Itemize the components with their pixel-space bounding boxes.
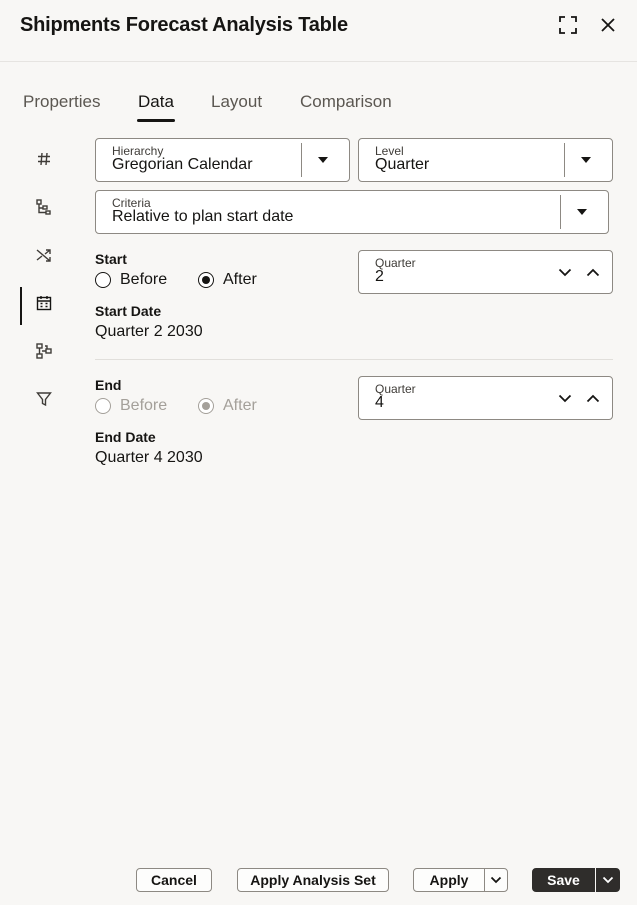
start-label: Start <box>95 251 127 267</box>
end-after-radio <box>198 397 257 415</box>
apply-button[interactable]: Apply <box>413 868 485 892</box>
shuffle-icon[interactable] <box>32 243 56 267</box>
start-quarter-input[interactable] <box>358 250 613 294</box>
side-nav-active-indicator <box>20 287 22 325</box>
start-before-label: Before <box>120 271 168 288</box>
chevron-up-icon[interactable] <box>583 264 603 280</box>
tab-bar <box>0 86 637 122</box>
end-quarter-label: Quarter <box>375 382 416 396</box>
end-date-value: Quarter 4 2030 <box>95 449 203 466</box>
select-divider <box>301 143 302 177</box>
level-select[interactable] <box>358 138 613 182</box>
radio-circle <box>198 272 214 288</box>
chevron-down-icon <box>602 876 614 884</box>
radio-selected-dot <box>202 276 210 284</box>
close-icon[interactable] <box>597 14 619 36</box>
chevron-up-icon[interactable] <box>583 390 603 406</box>
hierarchy-value: Gregorian Calendar <box>112 156 253 173</box>
caret-down-icon[interactable] <box>573 205 591 219</box>
hierarchy-icon[interactable] <box>32 195 56 219</box>
save-button[interactable]: Save <box>532 868 595 892</box>
end-before-label: Before <box>120 397 168 414</box>
start-before-radio[interactable] <box>95 271 167 289</box>
criteria-value: Relative to plan start date <box>112 208 294 225</box>
dialog-header <box>0 0 637 62</box>
chevron-down-icon[interactable] <box>555 264 575 280</box>
tab-layout[interactable]: Layout <box>211 92 263 111</box>
level-label: Level <box>375 144 404 158</box>
caret-down-icon[interactable] <box>577 153 595 167</box>
start-after-radio[interactable] <box>198 271 257 289</box>
tab-properties[interactable]: Properties <box>23 92 101 111</box>
end-date-label: End Date <box>95 429 156 445</box>
expand-icon[interactable] <box>557 14 579 36</box>
section-divider <box>95 359 613 360</box>
radio-circle <box>95 398 111 414</box>
tab-comparison[interactable]: Comparison <box>300 92 392 111</box>
start-date-value: Quarter 2 2030 <box>95 323 203 340</box>
dialog-title: Shipments Forecast Analysis Table <box>20 14 348 36</box>
end-label: End <box>95 377 122 393</box>
end-before-radio <box>95 397 167 415</box>
end-quarter-value: 4 <box>375 394 384 411</box>
calendar-icon[interactable] <box>32 291 56 315</box>
criteria-label: Criteria <box>112 196 151 210</box>
tab-data[interactable]: Data <box>138 92 174 111</box>
criteria-select[interactable] <box>95 190 609 234</box>
caret-down-icon[interactable] <box>314 153 332 167</box>
cancel-button[interactable]: Cancel <box>136 868 212 892</box>
chevron-down-icon <box>490 876 502 884</box>
level-value: Quarter <box>375 156 430 173</box>
start-date-label: Start Date <box>95 303 162 319</box>
radio-circle <box>198 398 214 414</box>
radio-circle <box>95 272 111 288</box>
start-after-label: After <box>223 271 257 288</box>
apply-analysis-set-button[interactable]: Apply Analysis Set <box>237 868 389 892</box>
select-divider <box>560 195 561 229</box>
end-after-label: After <box>223 397 257 414</box>
hierarchy-select[interactable] <box>95 138 350 182</box>
filter-icon[interactable] <box>32 387 56 411</box>
select-divider <box>564 143 565 177</box>
radio-selected-dot <box>202 402 210 410</box>
hierarchy-label: Hierarchy <box>112 144 164 158</box>
tab-active-indicator <box>137 119 175 122</box>
chevron-down-icon[interactable] <box>555 390 575 406</box>
hash-icon[interactable] <box>32 147 56 171</box>
start-quarter-label: Quarter <box>375 256 416 270</box>
apply-menu-button[interactable] <box>484 868 508 892</box>
start-quarter-value: 2 <box>375 268 384 285</box>
end-quarter-input[interactable] <box>358 376 613 420</box>
save-menu-button[interactable] <box>596 868 620 892</box>
org-chart-icon[interactable] <box>32 339 56 363</box>
